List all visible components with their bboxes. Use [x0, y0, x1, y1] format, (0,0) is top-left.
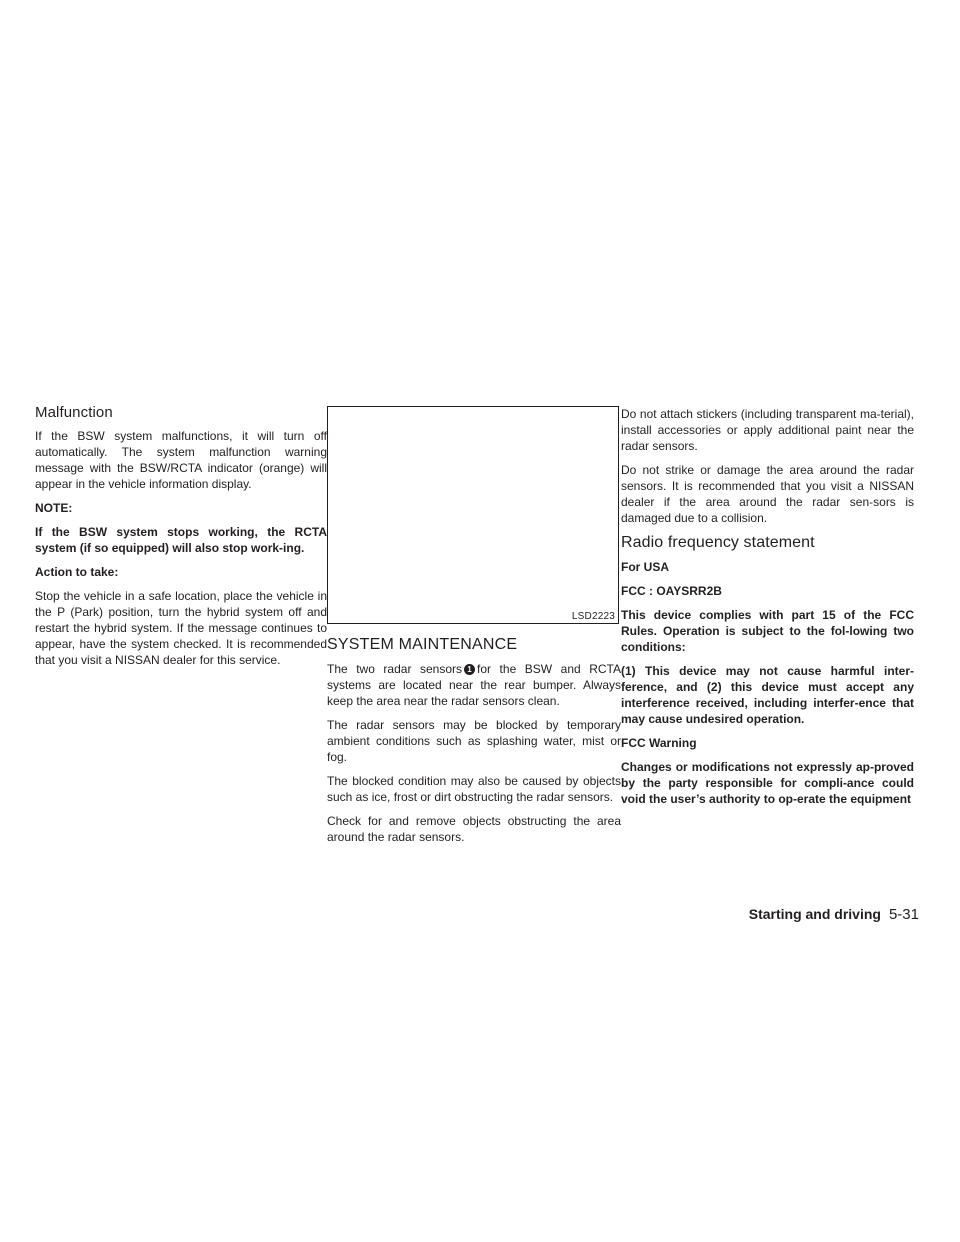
malfunction-paragraph: If the BSW system malfunctions, it will turn off automatically. The system malfunction warning message with the BSW/RCTA indicator (orange) will appear in the vehicle information display. — [35, 429, 327, 491]
action-label: Action to take: — [35, 565, 119, 579]
radar-sensor-figure — [327, 406, 619, 624]
compliance-text: This device complies with part 15 of the FCC Rules. Operation is subject to the fol-lowing two conditions: — [621, 608, 914, 654]
column-middle — [327, 406, 621, 853]
maintenance-paragraph-2: The radar sensors may be blocked by temporary ambient conditions such as splashing water, mist or fog. — [327, 718, 621, 764]
malfunction-heading: Malfunction — [35, 404, 113, 421]
page-footer — [749, 906, 919, 923]
callout-1-icon: 1 — [464, 664, 475, 675]
fcc-id: FCC : OAYSRR2B — [621, 584, 722, 598]
action-text: Stop the vehicle in a safe location, place the vehicle in the P (Park) position, turn the hybrid system off and restart the hybrid system. If the message continues to appear, have the system checked. It is recommended that you visit a NISSAN dealer for this service. — [35, 589, 327, 667]
fcc-warning-label: FCC Warning — [621, 736, 697, 750]
column-left — [35, 404, 327, 676]
maintenance-text-a: The two radar sensors — [327, 662, 463, 676]
maintenance-paragraph-4: Check for and remove objects obstructing the area around the radar sensors. — [327, 814, 621, 844]
note-label: NOTE: — [35, 501, 73, 515]
stickers-paragraph: Do not attach stickers (including transparent ma-terial), install accessories or apply additional paint near the radar sensors. — [621, 407, 914, 453]
note-text: If the BSW system stops working, the RCTA system (if so equipped) will also stop work-ing. — [35, 525, 327, 555]
figure-label: LSD2223 — [571, 611, 615, 622]
maintenance-paragraph-3: The blocked condition may also be caused by objects such as ice, frost or dirt obstructing the radar sensors. — [327, 774, 621, 804]
usa-label: For USA — [621, 560, 669, 574]
conditions-text: (1) This device may not cause harmful inter-ference, and (2) this device must accept any interference received, including interfer-ence that may cause undesired operation. — [621, 664, 914, 726]
maintenance-text-b: for the BSW and RCTA systems are located near the rear bumper. Always keep the area near the radar sensors clean. — [327, 662, 621, 708]
footer-section-title: Starting and driving — [748, 906, 881, 922]
system-maintenance-heading: SYSTEM MAINTENANCE — [327, 636, 518, 653]
maintenance-paragraph-1 — [327, 661, 621, 709]
fcc-warning-text: Changes or modifications not expressly ap-proved by the party responsible for compli-ance could void the user’s authority to op-erate the equipment — [621, 760, 914, 806]
column-right — [621, 406, 914, 815]
radio-frequency-heading: Radio frequency statement — [621, 534, 815, 551]
page-number: 5-31 — [888, 906, 919, 923]
strike-paragraph: Do not strike or damage the area around the radar sensors. It is recommended that you visit a NISSAN dealer if the area around the radar sen-sors is damaged due to a collision. — [621, 463, 914, 525]
